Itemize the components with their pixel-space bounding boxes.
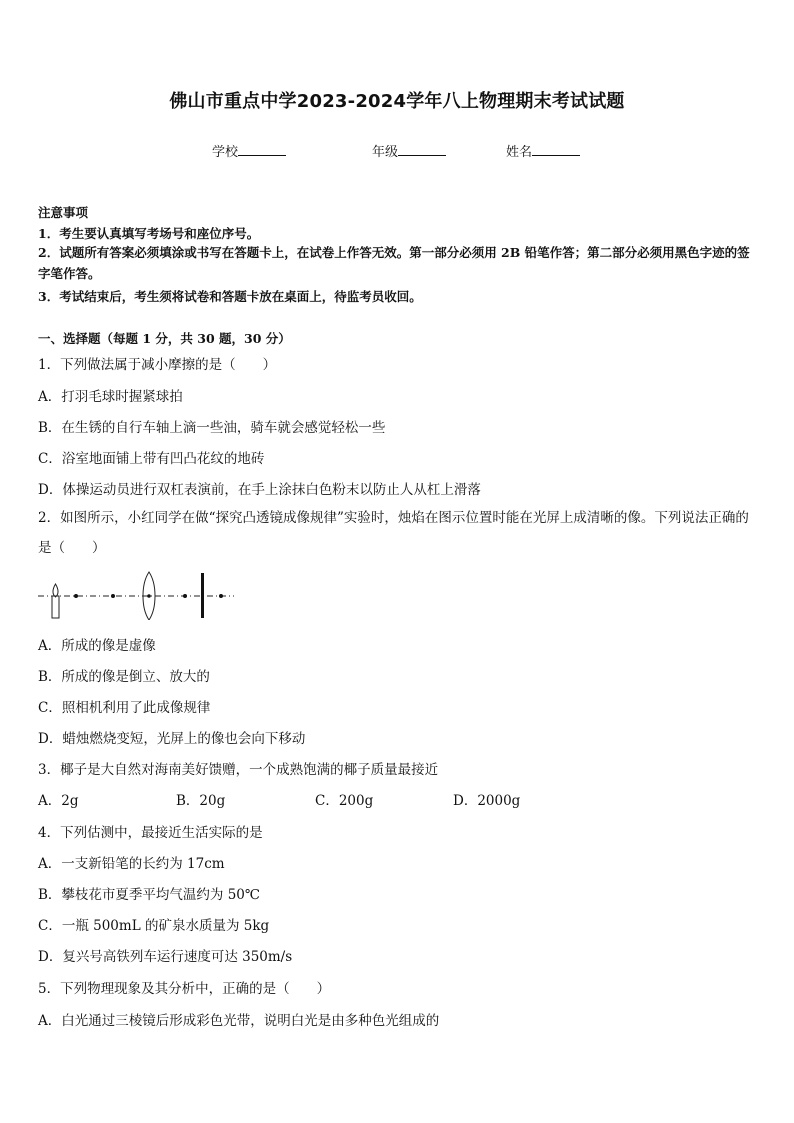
- question-4-option-d: D．复兴号高铁列车运行速度可达 350m/s: [38, 949, 293, 965]
- axis-point-4: [219, 594, 223, 598]
- school-blank: [238, 143, 286, 156]
- lens-diagram: [38, 570, 238, 620]
- question-3-option-c: C．200g: [315, 793, 374, 809]
- question-3-option-d: D．2000g: [453, 793, 521, 809]
- light-screen: [201, 573, 204, 618]
- axis-point-1: [74, 594, 78, 598]
- notice-heading: 注意事项: [38, 205, 89, 220]
- section-heading: 一、选择题（每题 1 分，共 30 题，30 分）: [38, 331, 291, 346]
- question-1-option-c: C．浴室地面铺上带有凹凸花纹的地砖: [38, 451, 265, 467]
- lens-center-point: [147, 594, 151, 598]
- name-field: [506, 141, 580, 160]
- grade-label: 年级: [372, 145, 399, 160]
- question-2-option-b: B．所成的像是倒立、放大的: [38, 669, 210, 685]
- name-label: 姓名: [506, 145, 533, 160]
- question-1-option-a: A．打羽毛球时握紧球拍: [38, 389, 183, 405]
- page-title: 佛山市重点中学2023-2024学年八上物理期末考试试题: [169, 91, 625, 112]
- question-4-option-c: C．一瓶 500mL 的矿泉水质量为 5kg: [38, 918, 270, 934]
- grade-field: [372, 141, 446, 160]
- question-4-option-b: B．攀枝花市夏季平均气温约为 50℃: [38, 887, 260, 903]
- notice-item-1: 1．考生要认真填写考场号和座位序号。: [38, 226, 260, 241]
- question-2-option-d: D．蜡烛燃烧变短，光屏上的像也会向下移动: [38, 731, 306, 747]
- question-3-option-a: A．2g: [38, 793, 79, 809]
- candle-icon: [52, 584, 59, 618]
- question-4-stem: 4．下列估测中，最接近生活实际的是: [38, 825, 263, 841]
- school-label: 学校: [212, 145, 239, 160]
- grade-blank: [398, 143, 446, 156]
- school-field: [212, 141, 286, 160]
- question-5-stem: 5．下列物理现象及其分析中，正确的是（ ）: [38, 981, 331, 997]
- question-2-option-a: A．所成的像是虚像: [38, 638, 156, 654]
- notice-item-3: 3．考试结束后，考生须将试卷和答题卡放在桌面上，待监考员收回。: [38, 289, 422, 304]
- question-3-option-b: B．20g: [176, 793, 226, 809]
- notice-item-2: 2．试题所有答案必须填涂或书写在答题卡上，在试卷上作答无效。第一部分必须用 2B 铅笔作答；第二部分必须用黑色字迹的签字笔作答。: [38, 245, 750, 281]
- question-2-option-c: C．照相机利用了此成像规律: [38, 700, 211, 716]
- question-5-option-a: A．白光通过三棱镜后形成彩色光带，说明白光是由多种色光组成的: [38, 1013, 440, 1029]
- question-4-option-a: A．一支新铅笔的长约为 17cm: [38, 856, 225, 872]
- question-3-stem: 3．椰子是大自然对海南美好馈赠，一个成熟饱满的椰子质量最接近: [38, 762, 439, 778]
- question-1-stem: 1．下列做法属于减小摩擦的是（ ）: [38, 357, 277, 373]
- axis-point-3: [183, 594, 187, 598]
- question-1-option-b: B．在生锈的自行车轴上滴一些油，骑车就会感觉轻松一些: [38, 420, 386, 436]
- name-blank: [532, 143, 580, 156]
- question-2-stem: 2．如图所示，小红同学在做“探究凸透镜成像规律”实验时，烛焰在图示位置时能在光屏上成清晰的像。下列说法正确的是（ ）: [38, 510, 749, 556]
- axis-point-2: [111, 594, 115, 598]
- question-1-option-d: D．体操运动员进行双杠表演前，在手上涂抹白色粉末以防止人从杠上滑落: [38, 482, 481, 498]
